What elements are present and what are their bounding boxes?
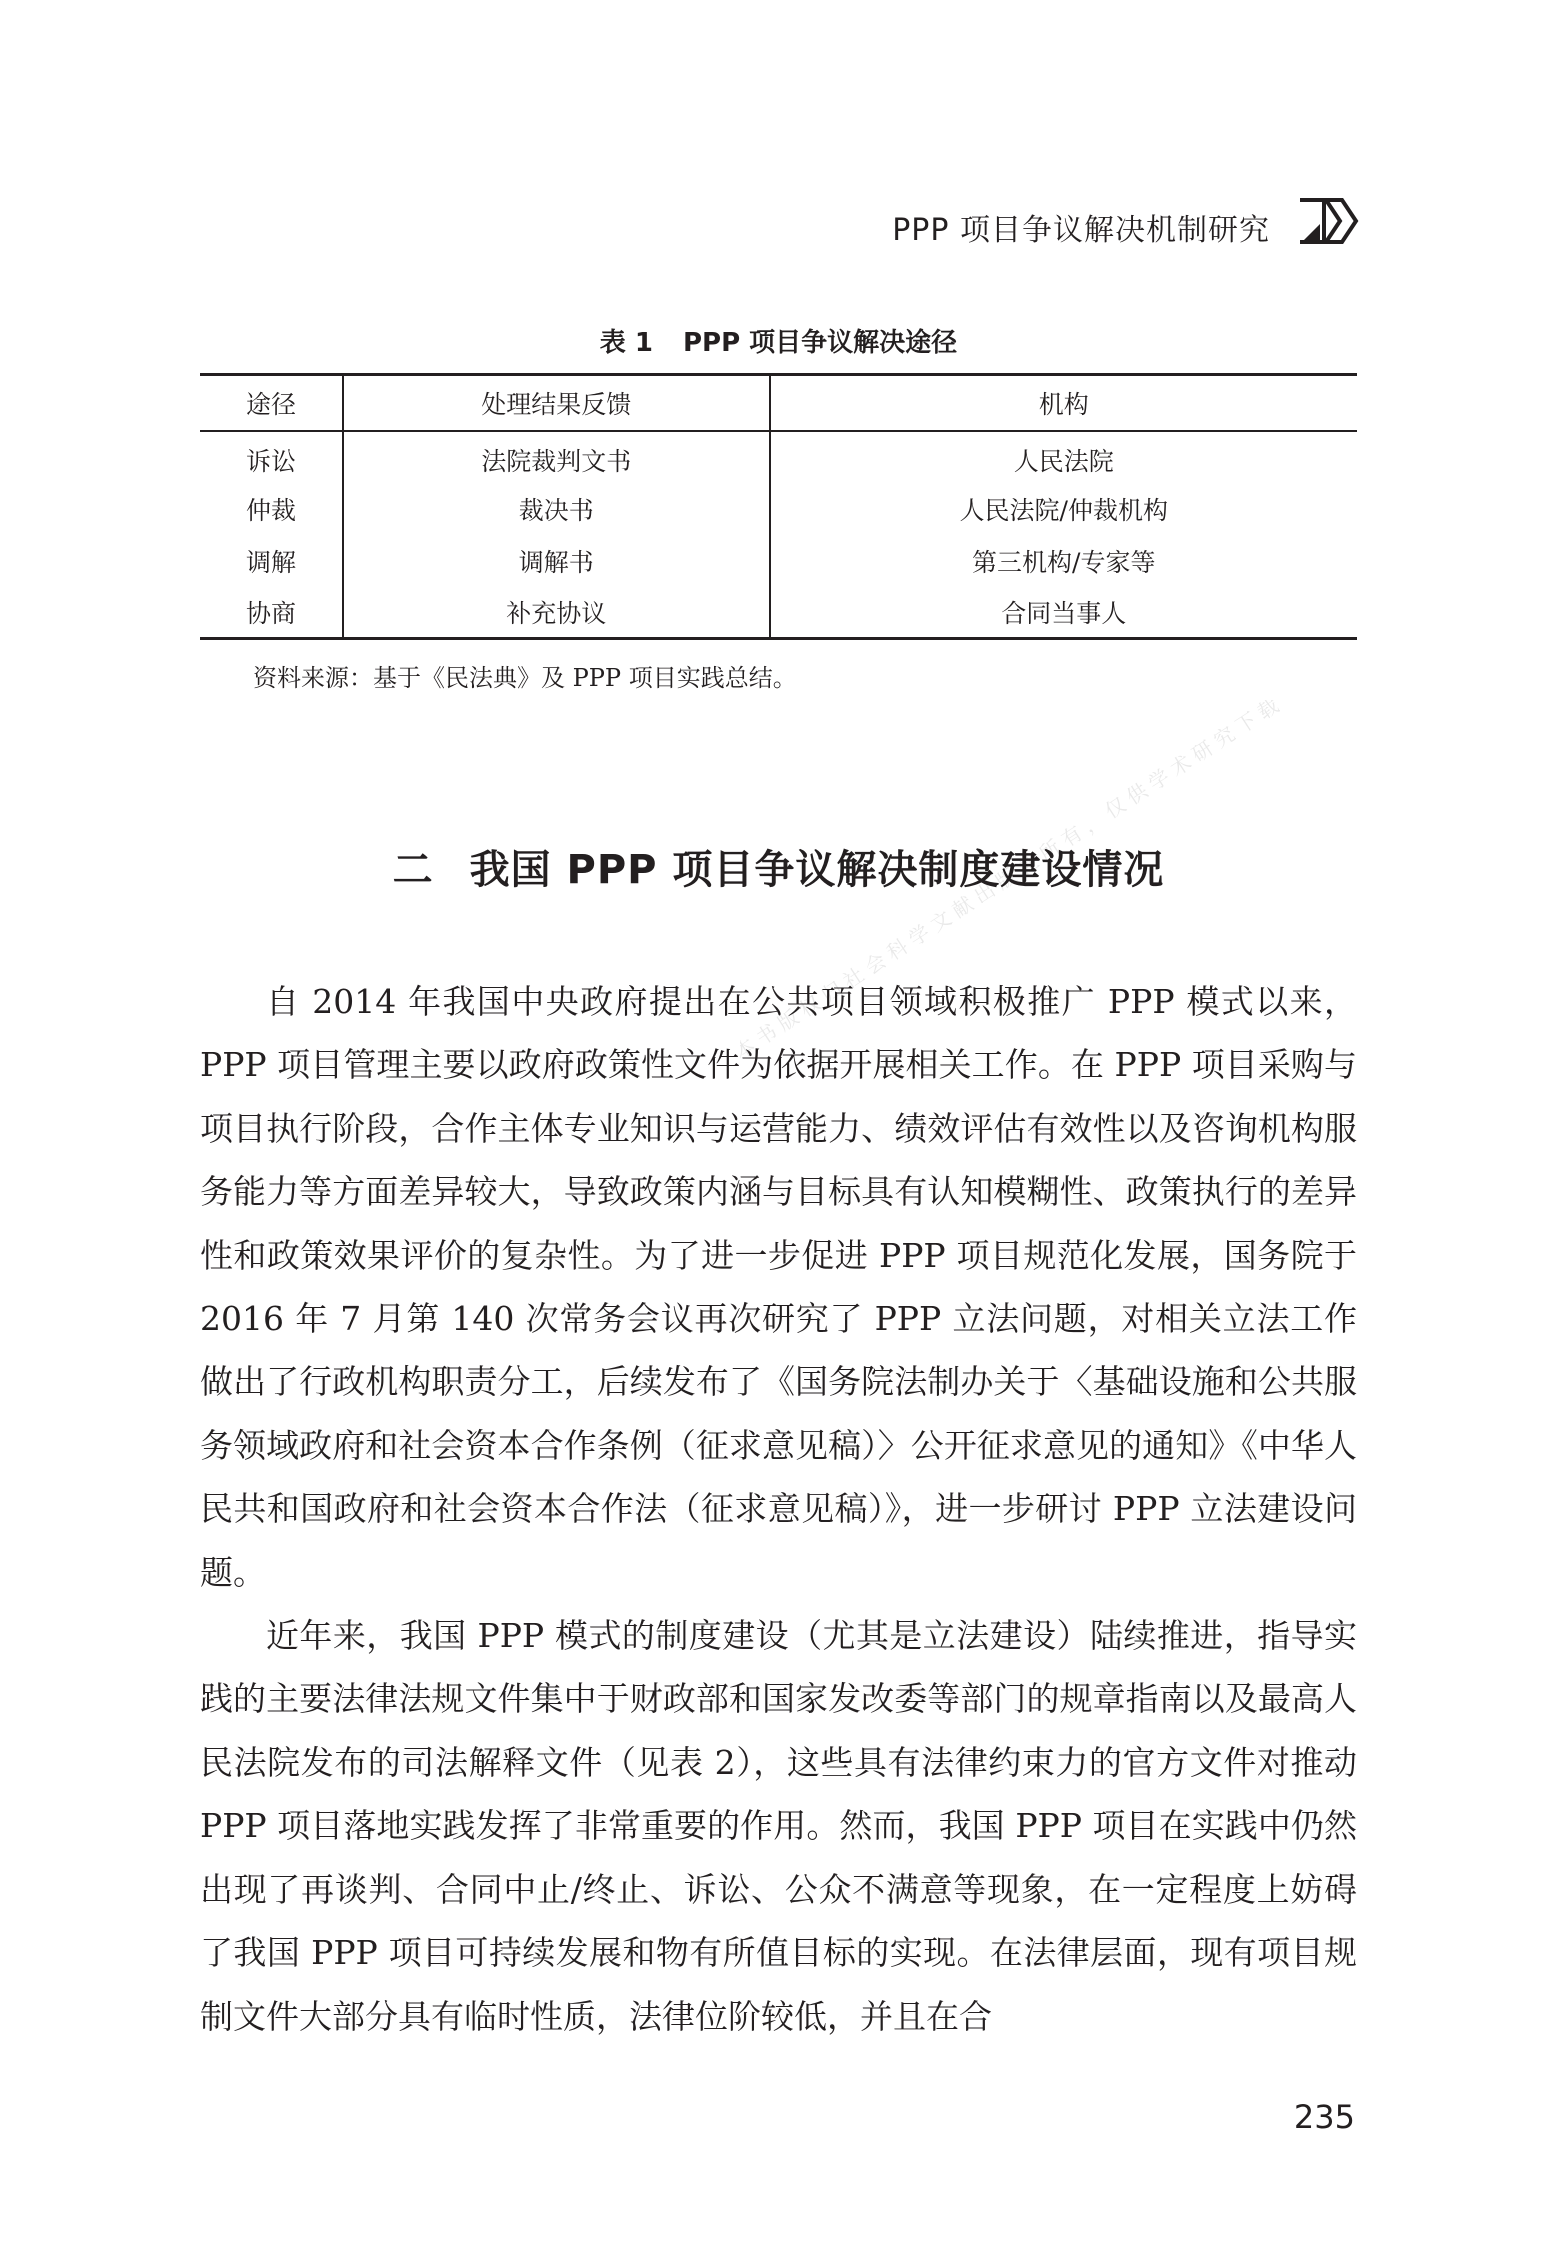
table-source-note: 资料来源：基于《民法典》及 PPP 项目实践总结。 xyxy=(253,664,797,692)
column-header-institution: 机构 xyxy=(770,375,1358,431)
section-title-text: 我国 PPP 项目争议解决制度建设情况 xyxy=(469,847,1165,893)
table-row xyxy=(200,483,1357,535)
watermark-text: 本书版权归社会科学文献出版社所有，仅供学术研究下载使用 xyxy=(740,700,1280,1065)
page-number: 235 xyxy=(1293,2098,1355,2136)
body-paragraph: 近年来，我国 PPP 模式的制度建设（尤其是立法建设）陆续推进，指导实践的主要法律法规文件集中于财政部和国家发改委等部门的规章指南以及最高人民法院发布的司法解释文件（见表 2），这些具有法律约束力的官方文件对推动 PPP 项目落地实践发挥了非常重要的作用。然而，我国 PPP 项目在实践中仍然出现了再谈判、合同中止/终止、诉讼、公众不满意等现象，在一定程度上妨碍了我国 PPP 项目可持续发展和物有所值目标的实现。在法律层面，现有项目规制文件大部分具有临时性质，法律位阶较低，并且在合 xyxy=(200,1616,1357,2036)
table-caption xyxy=(200,322,1357,359)
body-text xyxy=(200,970,1357,2048)
table-cell: 合同当事人 xyxy=(770,587,1358,639)
section-title xyxy=(200,838,1357,895)
table-header-row xyxy=(200,375,1357,431)
dispute-resolution-table xyxy=(200,373,1357,640)
table-caption-number: 表 1 xyxy=(599,328,653,358)
table-caption-title: PPP 项目争议解决途径 xyxy=(682,328,958,358)
table-row xyxy=(200,587,1357,639)
table-cell: 人民法院 xyxy=(770,431,1358,483)
table-row xyxy=(200,431,1357,483)
table-cell: 第三机构/专家等 xyxy=(770,535,1358,587)
table-cell: 调解 xyxy=(246,547,297,577)
running-header-title: PPP 项目争议解决机制研究 xyxy=(892,213,1270,248)
table-cell: 诉讼 xyxy=(246,447,297,476)
table-cell: 仲裁 xyxy=(246,495,297,525)
table-cell: 人民法院/仲裁机构 xyxy=(770,483,1358,535)
table-row xyxy=(200,535,1357,587)
table-cell: 补充协议 xyxy=(343,587,769,639)
section-number: 二 xyxy=(392,847,434,893)
body-paragraph: 自 2014 年我国中央政府提出在公共项目领域积极推广 PPP 模式以来，PPP 项目管理主要以政府政策性文件为依据开展相关工作。在 PPP 项目采购与项目执行阶段，合作主体专业知识与运营能力、绩效评估有效性以及咨询机构服务能力等方面差异较大，导致政策内涵与目标具有认知模糊性、政策执行的差异性和政策效果评价的复杂性。为了进一步促进 PPP 项目规范化发展，国务院于 2016 年 7 月第 140 次常务会议再次研究了 PPP 立法问题，对相关立法工作做出了行政机构职责分工，后续发布了《国务院法制办关于〈基础设施和公共服务领域政府和社会资本合作条例（征求意见稿）〉公开征求意见的通知》《中华人民共和国政府和社会资本合作法（征求意见稿）》，进一步研讨 PPP 立法建设问题。 xyxy=(200,982,1357,1592)
table-cell: 协商 xyxy=(200,587,343,639)
column-header-route: 途径 xyxy=(200,375,343,431)
table-cell: 裁决书 xyxy=(343,483,769,535)
table-cell: 调解书 xyxy=(343,535,769,587)
table-cell: 法院裁判文书 xyxy=(343,431,769,483)
book-chevron-logo-icon xyxy=(1298,196,1360,246)
column-header-result: 处理结果反馈 xyxy=(343,375,769,431)
